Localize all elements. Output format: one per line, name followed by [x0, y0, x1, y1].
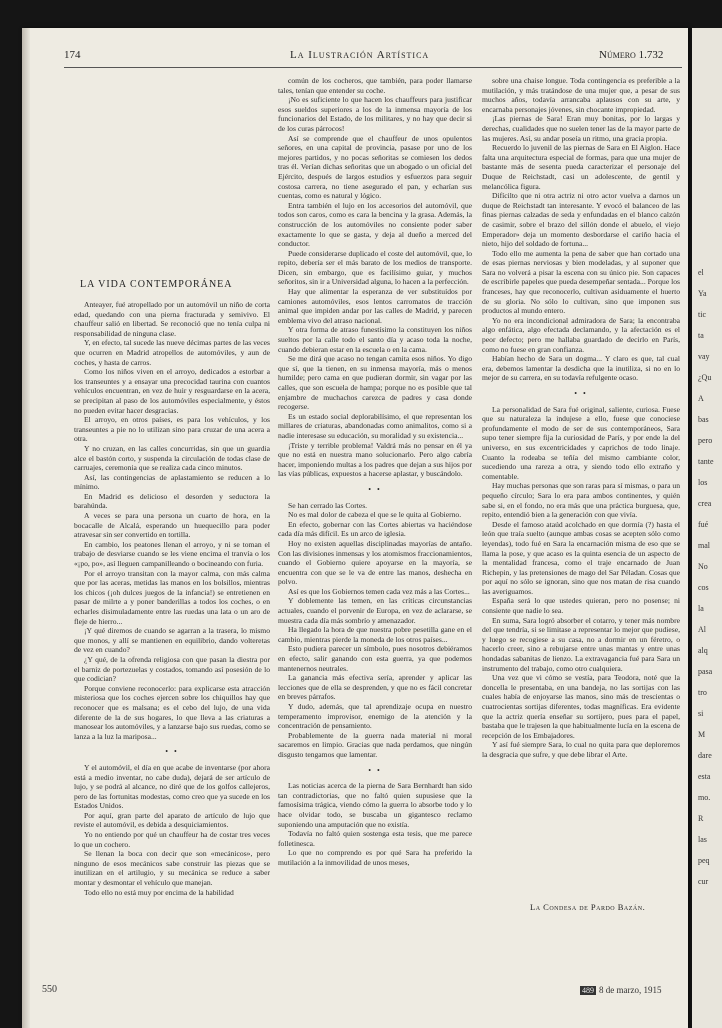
- paragraph: Por aquí, gran parte del aparato de artículo de lujo que reviste el automóvil, es debida a desquiciamientos.: [74, 810, 270, 830]
- right-page-fragment: ¿Qu: [698, 373, 712, 382]
- right-page-fragment: bas: [698, 415, 709, 424]
- paragraph: Probablemente de la guerra nada material ni moral sacaremos en limpio. Gracias que nada perdamos, que ningún disgusto tengamos que lamentar.: [278, 730, 472, 759]
- right-page-fragment: A: [698, 394, 704, 403]
- right-page-fragment: fué: [698, 520, 709, 529]
- paragraph: Hay que alimentar la esperanza de ver substituídos por camiones automóviles, esos lentos carromatos de tracción animal que impiden andar por las calles de Madrid, y parecen emblema vivo del atraso nacional.: [278, 287, 472, 325]
- paragraph: Anteayer, fué atropellado por un automóvil un niño de corta edad, quedando con una pierna fracturada y semivivo. El chauffeur salió en libertad. Se reconoció que no tenía culpa ni responsabilidad de ninguna clase.: [74, 300, 270, 338]
- right-page-fragment: los: [698, 478, 708, 487]
- paragraph: Y no cruzan, en las calles concurridas, sin que un guardia alce el bastón corto, y suspenda la circulación de todas clase de carruajes, ceremonia que se realiza cada cinco minutos.: [74, 443, 270, 473]
- paragraph: En cambio, los peatones llenan el arroyo, y ni se toman el trabajo de desviarse cuando se les viene encima el tranvía o los «¡po, po», así lleguen campanilleando o bocineando con furia.: [74, 539, 270, 569]
- paragraph: ¡Triste y terrible problema! Valdrá más no pensar en él ya que no está en nuestra mano solucionarlo. Pero algo cabría hacer, imponiendo multas a los padres que dejan a sus hijos por las vías públicas, expuestos a hacerse aplastar, y buscándolo.: [278, 440, 472, 479]
- section-separator: • •: [368, 765, 382, 775]
- paragraph: No es mal dolor de cabeza el que se le quita al Gobierno.: [288, 510, 462, 520]
- paragraph: Y, en efecto, tal sucede las nueve décimas partes de las veces que ocurren en Madrid atropellos de automóviles, y aun de coches, y hasta de carros.: [74, 338, 270, 367]
- paragraph: El arroyo, en otros países, es para los vehículos, y los transeuntes a pie no lo utilizan sino para cruzar de una acera a otra.: [74, 415, 270, 444]
- right-page-fragment: mo.: [698, 793, 711, 802]
- paragraph: Todavía no faltó quien sostenga esta tesis, que me parece folletinesca.: [278, 829, 472, 848]
- section-title: LA VIDA CONTEMPORÁNEA: [80, 279, 233, 290]
- paragraph: Todo ello no está muy por encima de la habilidad: [84, 887, 234, 897]
- right-page-fragment: Al: [698, 625, 706, 634]
- right-page-fragment: alq: [698, 646, 708, 655]
- paragraph: Como los niños viven en el arroyo, dedicados a estorbar a los transeuntes y a ensayar una precocidad taurina con cuantos vehículos encuentran, en vez de huir y resguardarse en la acera, se precipitan al paso de los automóviles especialmente, y éstos no pueden evitar hacer desgracias.: [74, 367, 270, 415]
- paragraph: Esto pudiera parecer un símbolo, pues nosotros debiéramos en efecto, salir ganando con esta guerra, ya que podemos mantenernos neutrales.: [278, 644, 472, 673]
- footer-date: [580, 985, 661, 995]
- right-page-fragment: tro: [698, 688, 707, 697]
- right-page-fragment: crea: [698, 499, 712, 508]
- right-page-fragment: ta: [698, 331, 704, 340]
- publication-title: La Ilustración Artística: [290, 49, 430, 61]
- footer-page-number: 550: [42, 984, 57, 995]
- header-rule: [64, 67, 682, 68]
- paragraph: Yo no era incondicional admiradora de Sara; la encontraba algo enfática, algo efectada declamando, y la afectación es el peor defecto; pero me hallaba guardado de decirlo en París, como no fuese en gran confianza.: [482, 315, 680, 354]
- paragraph: Se han cerrado las Cortes.: [288, 500, 368, 510]
- book-spine: [22, 28, 30, 1028]
- paragraph: Desde el famoso ataúd acolchado en que dormía (?) hasta el león que traía suelto (aunque ambas cosas se acepten sólo como leyendas), todo fué en Sara la encarnación misma de eso que se llama la pose, y que acaso es la quinta esencia de un aspecto de la mentalidad francesa, como el traje encarnado de Juan Richepin, y las pretensiones de mago del Sar Péladan. Cosas que por aquí no sólo se ignoran, sino que nos matan de risa cuando las averiguamos.: [482, 519, 680, 596]
- paragraph: La ganancia más efectiva sería, aprender y aplicar las lecciones que de ella se desprenden, y que no es fácil concretar en breves párrafos.: [278, 673, 472, 702]
- right-page-fragment: esta: [698, 772, 711, 781]
- paragraph: Porque conviene reconocerlo: para explicarse esta atracción misteriosa que los coches ejercen sobre los chiquillos hay que reconocer que es malsana; es el cebo del lujo, de una vida diferente de la de sus hogares, lo que lleva a las criaturas a manosear los automóviles, y a lanzarse bajo sus ruedas, como se lanza a la luz la mariposa...: [74, 683, 270, 741]
- paragraph: Hoy no existen aquellas disciplinadas mayorías de antaño. Con las divisiones inmensas y los atomismos fraccionamientos, cuando el Gobierno quiere apoyarse en la mayoría, se encuentra con que se le va de entre las manos, deshecha en polvo.: [278, 538, 472, 587]
- right-page-fragment: tic: [698, 310, 706, 319]
- paragraph: Se me dirá que acaso no tengan camita esos niños. Yo digo que sí, que la tienen, en su inmensa mayoría, más o menos humilde; pero cama en que pudieran dormir, sin vagar por las calles, que son escuela de hampa; porque no es posible que tal enjambre de muchachos carezca de padres y casa donde recogerse.: [278, 354, 472, 412]
- section-separator: • •: [368, 484, 382, 494]
- right-page-fragment: cur: [698, 877, 709, 886]
- right-page-fragment: dare: [698, 751, 712, 760]
- column-2: [278, 76, 472, 991]
- paragraph: A veces se para una persona un cuarto de hora, en la bocacalle de Alcalá, esperando un huequecillo para poder atravesar sin ser convertido en tortilla.: [74, 511, 270, 540]
- paragraph: En efecto, gobernar con las Cortes abiertas va haciéndose cada día más difícil. Es un arco de iglesia.: [278, 519, 472, 539]
- issue-badge: 489: [582, 986, 594, 995]
- paragraph: La personalidad de Sara fué original, saliente, curiosa. Fuese que su naturaleza la indujese a ello, fuese que conociese profundamente el modo de ser de sus contemporáneos, Sara supo tener siempre fija la curiosidad de París, y por ende la del universo, en sus excentricidades y caprichos de todo linaje. Cuanto la rodeaba se teñía del mismo cambiante color, sucediendo una rareza a otra, y siendo todo ello extraño y comentable.: [482, 404, 680, 481]
- paragraph: Se llenan la boca con decir que son «mecánicos», pero ninguno de esos mecánicos sabe construir las piezas que se inutilizan en el artilugio, y su mecánica se reduce a saber montar y desmontar el vehículo que manejan.: [74, 849, 270, 888]
- paragraph: Habían hecho de Sara un dogma... Y claro es que, tal cual era, debemos lamentar la desdicha que la inutiliza, si no en lo mejor de su carrera, en su todavía refulgente ocaso.: [482, 354, 680, 383]
- page-header: [64, 49, 684, 69]
- paragraph: Así se comprende que el chauffeur de unos opulentos señores, en una capital de provincia, pasase por uno de los mejores partidos, y no pocas señoritas se comiesen los dedos tras él. Verían dichas señoritas que un abogado o un oficial del Ejército, después de largos estudios y esfuerzos para seguir costosa carrera, no tiene asegurado el pan, y echarían sus cuentas, como es natural y lógico.: [278, 133, 472, 201]
- paragraph: sobre una chaise longue. Toda contingencia es preferible a la mutilación, y más tratándose de una mujer que, a pesar de sus muchos años, todavía arrancaba aplausos con su arte, y encarnaba personajes jóvenes, sin chocante impropiedad.: [482, 76, 680, 114]
- paragraph: Y dudo, además, que tal aprendizaje ocupa en nuestro temperamento improvisor, enemigo de la atención y la concentración de pensamiento.: [278, 702, 472, 731]
- right-page-fragment: M: [698, 730, 706, 739]
- right-page-fragment: el: [698, 268, 704, 277]
- paragraph: Por el arroyo transitan con la mayor calma, con más calma que por las aceras, metidas las manos en los bolsillos, mientras los chicos (¡oh dulces juegos de la infancia!) se entretienen en pasar de milrte a y poner banderillas a todos los coches, o en echarles disimuladamente entre las ruedas una lata o un aro de fleje de hierro...: [74, 568, 270, 626]
- right-page-fragment: si: [698, 709, 704, 718]
- right-page-fragment: No: [698, 562, 708, 571]
- date-text: 8 de marzo, 1915: [599, 985, 662, 995]
- paragraph: Una vez que vi cómo se vestía, para Teodora, noté que la doncella le presentaba, en una bandeja, no las sortijas con las cuales había de enjoyarse las manos, sino más de trescientas o cuatrocientas sortijas diferentes, todas magníficas. Era evidente que la actriz quería enseñar su sortijero, pues para el papel, bastaba que le trajesen la que habitualmente lucía en la escena de recepción de los Embajadores.: [482, 673, 680, 740]
- column-1: [74, 300, 270, 990]
- paragraph: Entra también el lujo en los accesorios del automóvil, que todos son caros, como es cara la bencina y la grasa. Además, la construcción de los automóviles no consiente poder saber exactamente lo que se gasta, y deja al dueño a merced del conductor.: [278, 200, 472, 249]
- section-separator: • •: [574, 389, 588, 398]
- right-page-edge: [692, 28, 722, 1028]
- column-3: [482, 76, 680, 916]
- right-page-fragment: cos: [698, 583, 709, 592]
- paragraph: Puede considerarse duplicado el coste del automóvil, que, lo repito, debería ser el más barato de los medios de transporte. Dicen, sin embargo, que es facilísimo guiar, y muchos señoritos, sin ir a Universidad alguna, lo hacen a la perfección.: [278, 248, 472, 287]
- paragraph: En suma, Sara logró absorber el cotarro, y tener más nombre del que tendría, si se limitase a representar lo mejor que pudiese, y luego se recogiese a su casa, no a dormir en un féretro, o hacerlo creer, sino a rebujarse entre unas mantas y entre unas hondadas sabanitas de lienzo. La extravagancia fué para Sara un instrumento del trabajo, como otro cualquiera.: [482, 615, 680, 673]
- paragraph: Lo que no comprendo es por qué Sara ha preferido la mutilación a la inmovilidad de unos meses,: [278, 848, 472, 867]
- section-separator: • •: [165, 747, 179, 757]
- right-page-fragment: mal: [698, 541, 710, 550]
- paragraph: Y otra forma de atraso funestísimo la constituyen los niños sueltos por la calle todo el santo día y acaso toda la noche, cuando debieran estar en la escuela o en la cama.: [278, 325, 472, 354]
- issue-number: Número 1.732: [599, 49, 664, 61]
- right-page-fragment: la: [698, 604, 704, 613]
- paragraph: común de los cocheros, que también, para poder llamarse tales, tenían que entender su coche.: [278, 76, 472, 95]
- paragraph: Así es que los Gobiernos temen cada vez más a las Cortes...: [288, 586, 470, 596]
- paragraph: Yo no entiendo por qué un chauffeur ha de costar tres veces lo que un cochero.: [74, 830, 270, 849]
- paragraph: Todo ello me aumenta la pena de saber que han cortado una de esas piernas nerviosas y bien modeladas, y al suponer que Sara no volverá a pisar la escena con su único pie. Son capaces de escribirle papeles que pueda desempeñar sentada... Porque los franceses, hay que reconocerlo, cultivan asiduamente el huerto de su gloria. No sólo lo cultivan, sino que imponen sus productos al mundo entero.: [482, 248, 680, 316]
- right-page-fragment: R: [698, 814, 704, 823]
- paragraph: Hay muchas personas que son raras para sí mismas, o para un pequeño círculo; Sara lo era para ambos continentes, y quién sabe si, en el fondo, no era más que una práctica burguesa, que, repito, entendió bien a la generación con que vivía.: [482, 481, 680, 520]
- paragraph: Y el automóvil, el día en que acabe de inventarse (por ahora está a medio inventar, no cabe duda), dejará de ser artículo de lujo, y se podrá al alcance, no diré que de los golfos callejeros, pero de las fortunitas modestas, como creo que ya sucede en los Estados Unidos.: [74, 762, 270, 811]
- right-page-fragment: vay: [698, 352, 710, 361]
- paragraph: Y así fué siempre Sara, lo cual no quita para que deploremos la desgracia que sufre, y que debe librar el Arte.: [482, 740, 680, 759]
- paragraph: ¡Y qué diremos de cuando se agarran a la trasera, lo mismo que monos, y allí se mantienen en equilibrio, dando volteretas de vez en cuando?: [74, 626, 270, 655]
- right-page-fragment: las: [698, 835, 707, 844]
- paragraph: En Madrid es delicioso el desorden y seductora la barahúnda.: [74, 491, 270, 511]
- paragraph: Las noticias acerca de la pierna de Sara Bernhardt han sido tan contradictorias, que no faltó quien supusiese que la famosísima trágica, viendo cómo la guerra lo absorbe todo y lo hace olvidar todo, se buscaba un gigantesco reclamo suponiendo una amputación que no existía.: [278, 781, 472, 829]
- paragraph: Difícilto que ni otra actriz ni otro actor vuelva a darnos un duque de Reichstadt tan interesante. Y evocó el balanceo de las finas piernas calzadas de seda y enfundadas en el blanco calzón de casimir, sobre el brazo del sillón donde el abuelo, el viejo Emperador» deja un momento desbordarse el cariño hacia el nieto, hijo del soldado de fortuna...: [482, 191, 680, 249]
- page-number: 174: [64, 49, 81, 61]
- paragraph: Ha llegado la hora de que nuestra pobre pesetilla gane en el cambio, mientras pierde la moneda de los otros países...: [278, 625, 472, 644]
- right-page-fragment: Ya: [698, 289, 707, 298]
- paragraph: Y doblemente las temen, en las críticas circunstancias actuales, cuando el porvenir de Europa, en vez de aclararse, se muestra cada día más sombrío y amenazador.: [278, 596, 472, 625]
- paragraph: ¡Las piernas de Sara! Eran muy bonitas, por lo largas y derechas, cualidades que no suelen tener las de la mayor parte de las mujeres. Así, su andar poseía un ritmo, una gracia propia.: [482, 114, 680, 143]
- right-page-fragment: pero: [698, 436, 713, 445]
- paragraph: ¿Y qué, de la ofrenda religiosa con que pasan la diestra por el barniz de portezuelas y costados, tomando así posesión de lo que codician?: [74, 654, 270, 684]
- paragraph: España será lo que ustedes quieran, pero no posense; ni consiente que nadie lo sea.: [482, 596, 680, 616]
- paragraph: ¡No es suficiente lo que hacen los chauffeurs para justificar esos sueldos superiores a los de la inmensa mayoría de los funcionarios del Estado, de los militares, y no hay que decir si de los curas párrocos!: [278, 95, 472, 133]
- paragraph: Recuerdo lo juvenil de las piernas de Sara en El Aiglon. Hace falta una arquitectura especial de formas, para que una mujer de bastante más de sesenta pueda caracterizar el personaje del Duque de Reichstadt, casi un adolescente, de gentil y melancólica figura.: [482, 143, 680, 191]
- author-signature: La Condesa de Pardo Bazán.: [530, 902, 646, 912]
- right-page-fragment: tante: [698, 457, 714, 466]
- right-page-fragment: peq: [698, 856, 710, 865]
- paragraph: Así, las contingencias de aplastamiento se reducen a lo mínimo.: [74, 472, 270, 492]
- paragraph: Es un estado social deplorabilísimo, el que representan los millares de criaturas, abandonadas como animalitos, como si a nadie interesase su educación, su moralidad y su existencia...: [278, 411, 472, 440]
- right-page-fragment: pasa: [698, 667, 713, 676]
